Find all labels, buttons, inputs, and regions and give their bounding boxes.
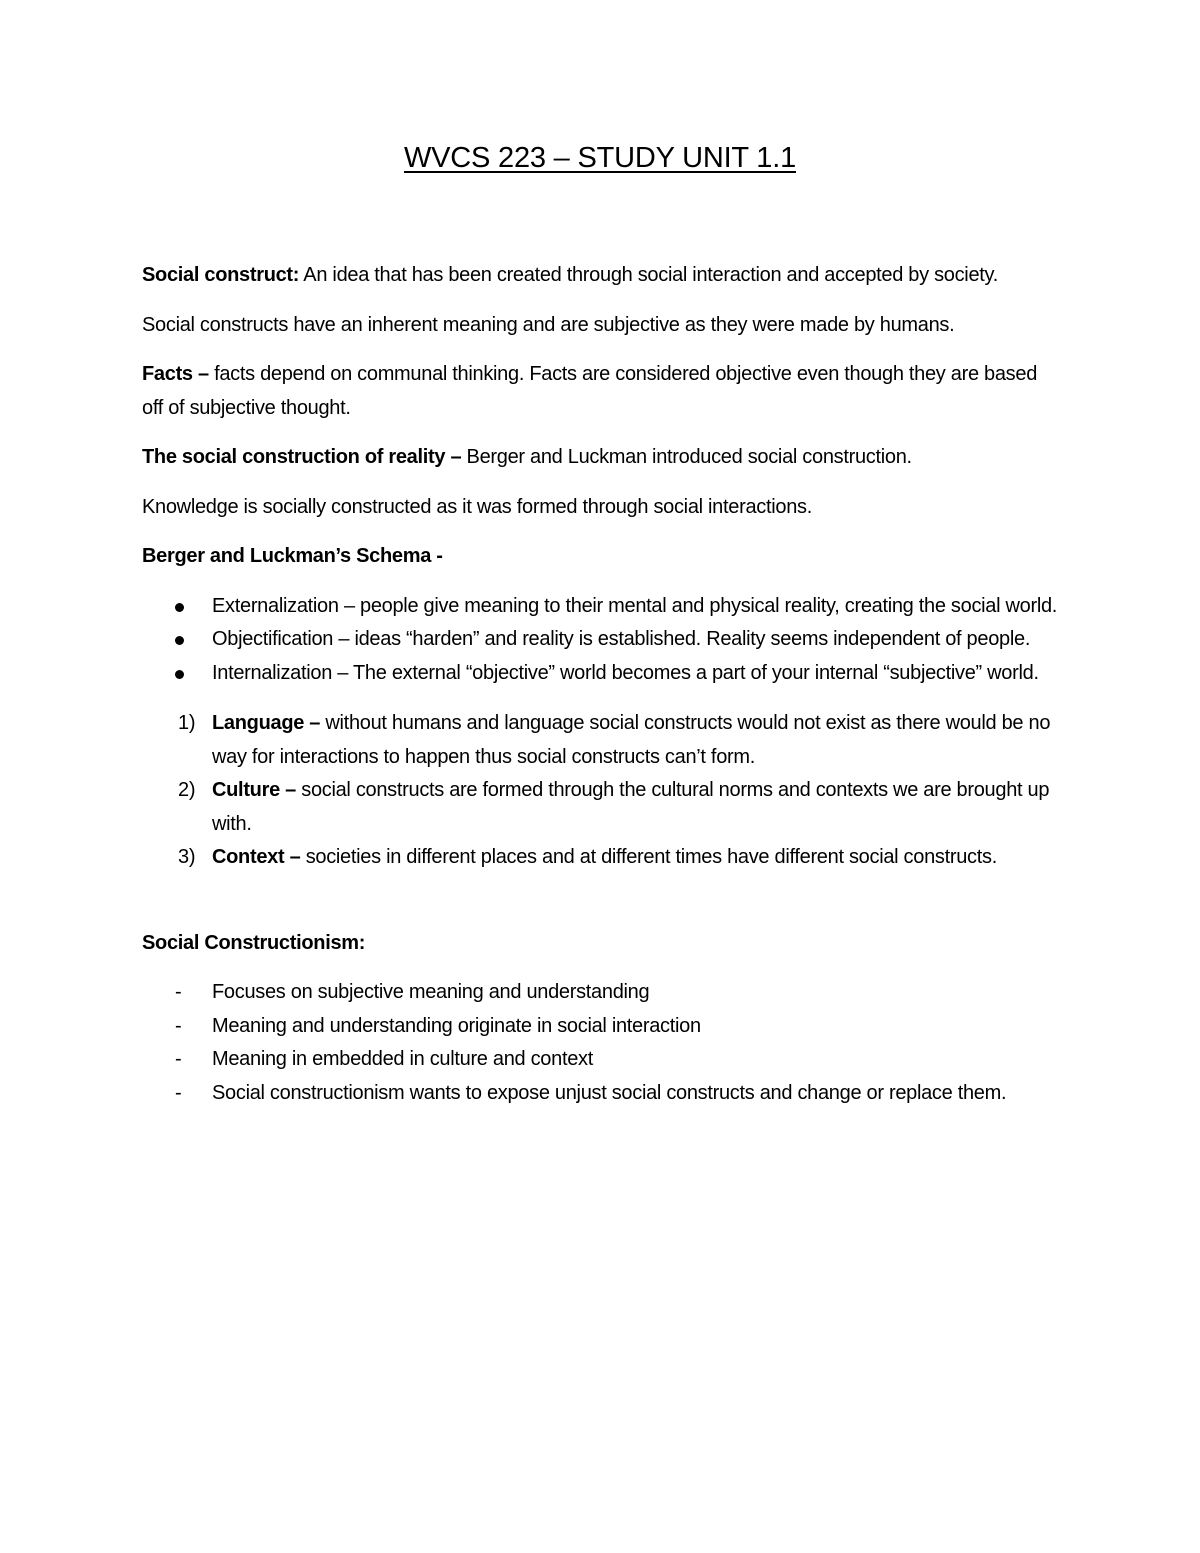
list-item <box>142 1077 1062 1111</box>
list-item <box>142 841 1062 875</box>
definition-social-reality <box>142 441 1062 475</box>
dash-marker: - <box>175 981 182 1003</box>
list-item-text: Meaning and understanding originate in social interaction <box>212 1014 701 1037</box>
list-item <box>142 1043 1062 1077</box>
constructionism-list <box>142 976 1062 1110</box>
list-number: 2) <box>178 779 196 801</box>
dash-marker: - <box>175 1014 182 1037</box>
schema-list <box>142 590 1062 691</box>
schema-heading <box>142 540 1062 574</box>
dash-marker: - <box>175 1081 182 1104</box>
list-item-text: Internalization – The external “objective” world becomes a part of your internal “subjective” world. <box>212 661 1039 684</box>
term-facts: Facts – <box>142 363 209 385</box>
constructionism-heading <box>142 927 1062 961</box>
definition-text: An idea that has been created through social interaction and accepted by society. <box>299 264 998 286</box>
factor-term: Language – <box>212 712 321 734</box>
dash-marker: - <box>175 1048 182 1070</box>
list-item <box>142 1010 1062 1044</box>
document-body <box>142 259 1062 1110</box>
list-item-text: Meaning in embedded in culture and context <box>212 1048 593 1070</box>
paragraph-subjective: Social constructs have an inherent meaning and are subjective as they were made by humans. <box>142 313 955 336</box>
list-item <box>142 590 1062 624</box>
factor-term: Culture – <box>212 779 296 801</box>
list-item-text: Social constructionism wants to expose unjust social constructs and change or replace them. <box>212 1081 1007 1104</box>
paragraph-knowledge: Knowledge is socially constructed as it was formed through social interactions. <box>142 495 812 518</box>
list-item-text: without humans and language social constructs would not exist as there would be no way for interactions to happen thus social constructs can’t form. <box>212 712 1051 768</box>
list-number: 1) <box>178 712 196 734</box>
factor-term: Context – <box>212 846 301 868</box>
list-item <box>142 774 1062 841</box>
list-item-text: Externalization – people give meaning to their mental and physical reality, creating the social world. <box>212 594 1058 617</box>
list-item <box>142 623 1062 657</box>
list-item-text: Focuses on subjective meaning and understanding <box>212 981 650 1003</box>
constructionism-heading-text: Social Constructionism: <box>142 931 366 954</box>
list-item-text: Objectification – ideas “harden” and reality is established. Reality seems independent of people. <box>212 628 1031 650</box>
page-title: WVCS 223 – STUDY UNIT 1.1 <box>403 142 796 174</box>
list-item <box>142 657 1062 691</box>
definition-facts <box>142 358 1062 425</box>
definition-social-construct <box>142 259 1062 293</box>
factors-list <box>142 707 1062 875</box>
definition-text: facts depend on communal thinking. Facts are considered objective even though they are based off of subjective thought. <box>142 363 1038 419</box>
term-social-reality: The social construction of reality – <box>142 446 462 468</box>
list-item <box>142 976 1062 1010</box>
list-item-text: social constructs are formed through the cultural norms and contexts we are brought up with. <box>212 779 1050 835</box>
list-item-text: societies in different places and at different times have different social constructs. <box>300 846 997 868</box>
list-number: 3) <box>178 846 196 868</box>
definition-text: Berger and Luckman introduced social construction. <box>461 446 912 468</box>
list-item <box>142 707 1062 774</box>
schema-heading-text: Berger and Luckman’s Schema - <box>142 545 443 567</box>
term-social-construct: Social construct: <box>142 264 300 286</box>
